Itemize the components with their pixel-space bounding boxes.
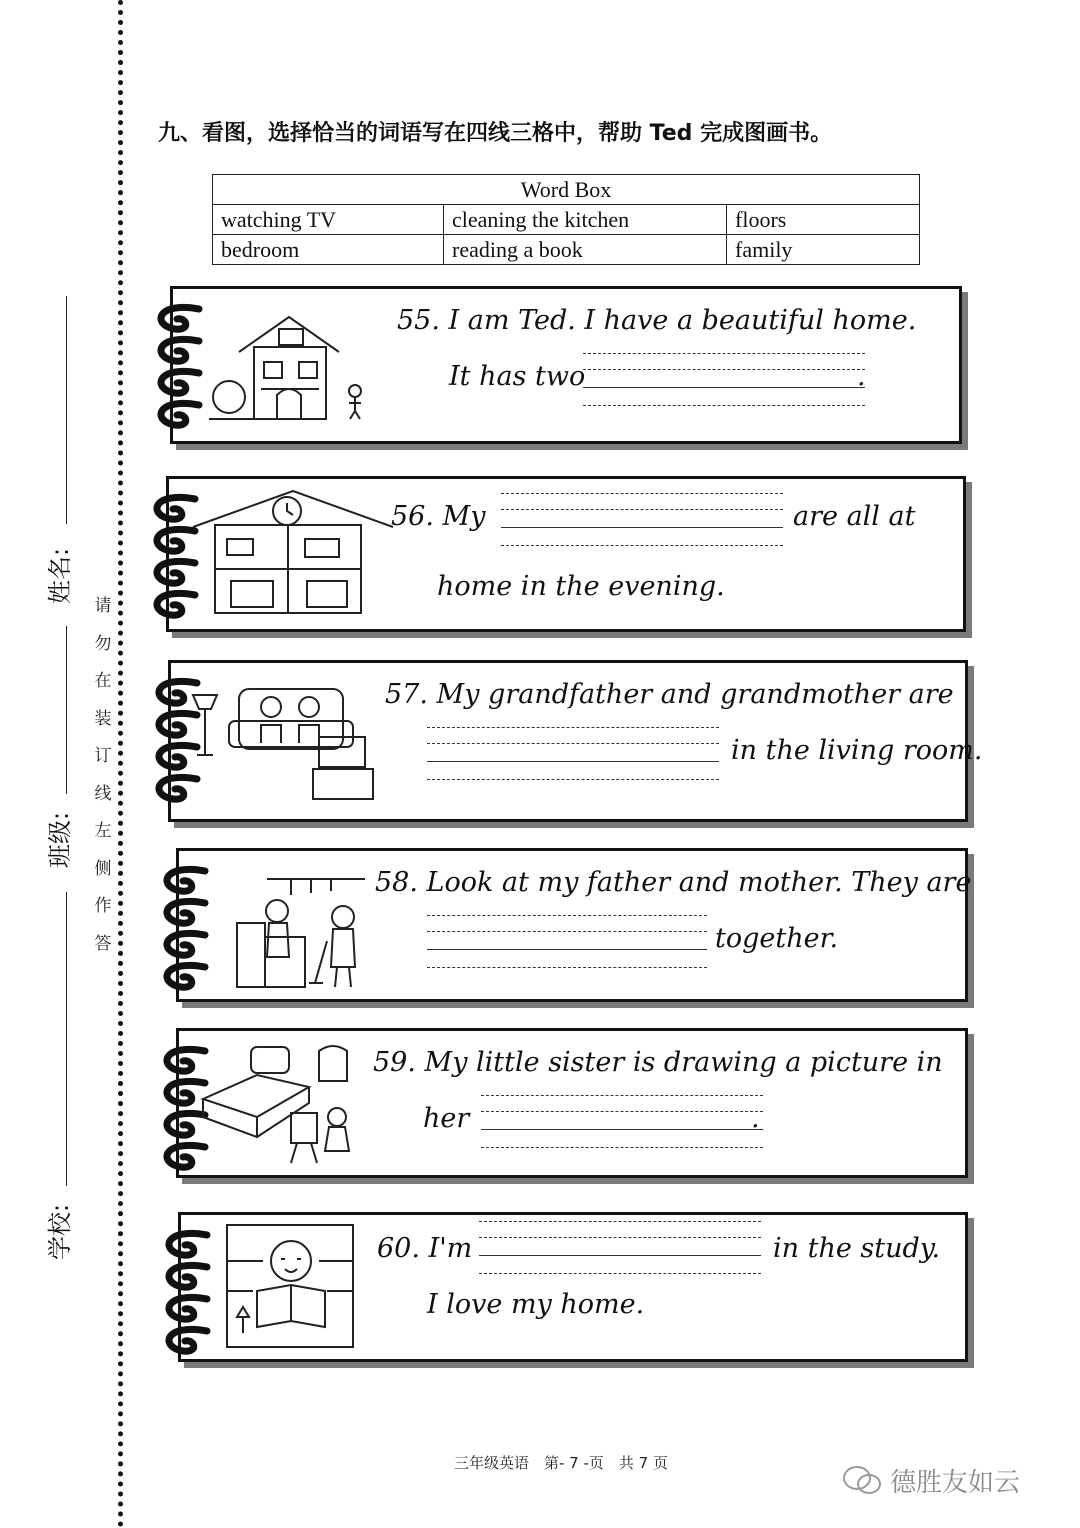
word-box-title: Word Box	[213, 175, 920, 205]
question-number: 57.	[385, 679, 428, 710]
school-label: 学校:	[46, 1203, 74, 1260]
word-box-cell: cleaning the kitchen	[444, 205, 727, 235]
watermark: 德胜友如云	[890, 1468, 1021, 1498]
section-heading: 九、看图，选择恰当的词语写在四线三格中，帮助 Ted 完成图画书。	[158, 121, 833, 146]
answer-writing-lines[interactable]	[479, 1221, 761, 1277]
kitchen-parents-icon	[231, 871, 371, 991]
page-footer: 三年级英语 第- 7 -页 共 7 页	[454, 1454, 668, 1472]
word-box-row	[213, 235, 920, 265]
name-rule	[66, 296, 67, 524]
question-text: home in the evening.	[437, 571, 725, 602]
question-card-58	[176, 848, 972, 1002]
question-number: 60.	[377, 1233, 420, 1264]
question-number: 56.	[391, 501, 434, 532]
question-text: Look at my father and mother. They are	[426, 867, 972, 898]
boy-reading-icon	[223, 1221, 357, 1351]
question-number: 59.	[373, 1047, 416, 1078]
grandparents-sofa-icon	[189, 681, 379, 805]
question-text: together.	[715, 923, 839, 954]
question-number: 58.	[375, 867, 418, 898]
binding-line	[118, 0, 123, 1528]
spiral-binding-icon	[147, 295, 217, 440]
sentence-end: .	[751, 1103, 760, 1134]
bedroom-drawing-icon	[199, 1041, 369, 1167]
question-text: her	[423, 1103, 470, 1134]
answer-writing-lines[interactable]	[427, 915, 707, 971]
question-text: My grandfather and grandmother are	[436, 679, 954, 710]
sentence-end: .	[857, 361, 866, 392]
word-box-cell: floors	[727, 205, 920, 235]
name-rule-lower	[66, 626, 67, 794]
word-box-cell: family	[727, 235, 920, 265]
word-box-cell: watching TV	[213, 205, 444, 235]
question-number: 55.	[397, 305, 440, 336]
question-card-60	[178, 1212, 968, 1362]
question-text: in the study.	[773, 1233, 941, 1264]
class-label: 班级:	[46, 811, 74, 868]
question-card-59	[176, 1028, 968, 1178]
spiral-binding-icon	[155, 1221, 225, 1366]
family-house-icon	[191, 489, 395, 617]
question-card-57	[168, 660, 983, 822]
wechat-icon	[842, 1464, 882, 1498]
question-text: I'm	[428, 1233, 473, 1264]
word-box-cell: bedroom	[213, 235, 444, 265]
question-card-56	[166, 476, 966, 632]
word-box	[212, 174, 920, 265]
question-text: My	[442, 501, 486, 532]
question-text: are all at	[793, 501, 916, 532]
question-text: I am Ted. I have a beautiful home.	[448, 305, 917, 336]
answer-writing-lines[interactable]	[501, 493, 783, 549]
question-text: It has two	[449, 361, 586, 392]
class-rule	[66, 892, 67, 1186]
word-box-row	[213, 205, 920, 235]
binding-warning: 请勿在装订线左侧作答	[94, 596, 112, 954]
answer-writing-lines[interactable]	[583, 353, 865, 409]
question-card-55	[170, 286, 962, 444]
answer-writing-lines[interactable]	[427, 727, 719, 783]
question-text: in the living room.	[731, 735, 983, 766]
question-text: I love my home.	[427, 1289, 645, 1320]
answer-writing-lines[interactable]	[481, 1095, 763, 1151]
word-box-cell: reading a book	[444, 235, 727, 265]
spiral-binding-icon	[153, 857, 223, 1002]
question-text: My little sister is drawing a picture in	[424, 1047, 943, 1078]
name-label: 姓名:	[46, 547, 74, 604]
house-icon	[209, 307, 369, 422]
